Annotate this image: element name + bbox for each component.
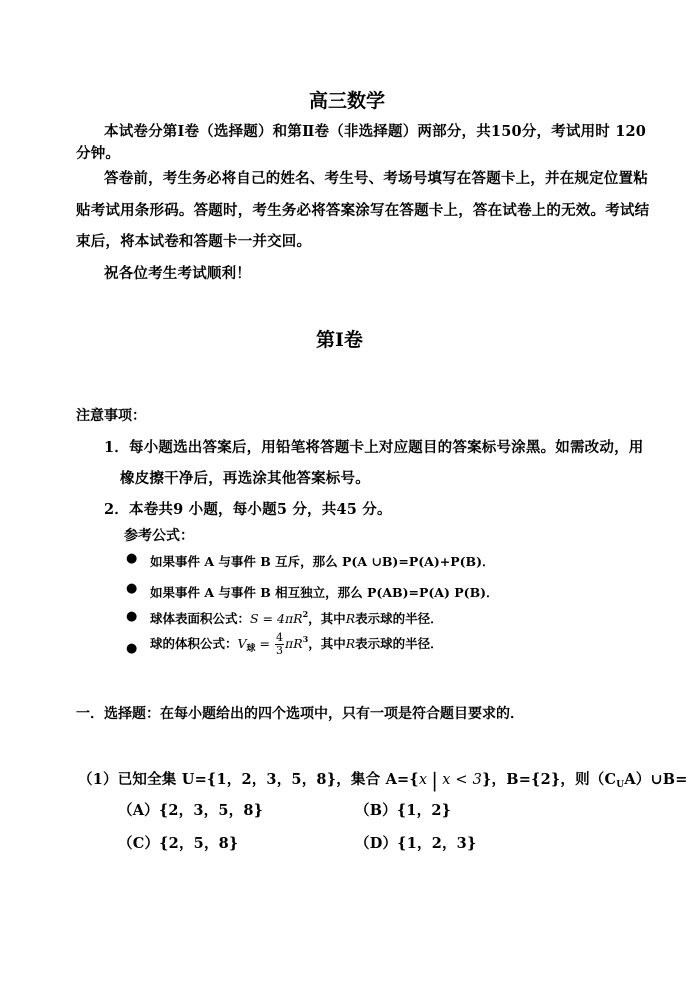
part-title: 第Ⅰ卷 — [316, 329, 363, 351]
section-1-heading: 一．选择题：在每小题给出的四个选项中，只有一项是符合题目要求的． — [76, 706, 524, 722]
intro-line-2: 分钟。 — [76, 145, 121, 162]
notice-heading: 注意事项： — [76, 408, 146, 424]
bullet-dot-4: ● — [126, 641, 138, 656]
intro-line-4: 贴考试用条形码。答题时，考生务必将答案涂写在答题卡上，答在试卷上的无效。考试结 — [76, 202, 650, 219]
bullet-dot-2: ● — [126, 581, 138, 596]
intro-line-3: 答卷前，考生务必将自己的姓名、考生号、考场号填写在答题卡上，并在规定位置粘 — [104, 170, 648, 187]
question-1-option-d: （D）{1，2，3} — [355, 835, 477, 852]
formula-heading: 参考公式： — [124, 528, 194, 544]
notice-item-1-line-2: 橡皮擦干净后，再选涂其他答案标号。 — [120, 470, 370, 487]
intro-line-6: 祝各位考生考试顺利！ — [104, 265, 251, 282]
bullet-dot-1: ● — [126, 551, 138, 566]
formula-independent: 如果事件 A 与事件 B 相互独立，那么 P(AB)=P(A) P(B)． — [150, 585, 499, 600]
notice-item-1-line-1: 1．每小题选出答案后，用铅笔将答题卡上对应题目的答案标号涂黑。如需改动，用 — [104, 439, 644, 456]
intro-line-1: 本试卷分第Ⅰ卷（选择题）和第Ⅱ卷（非选择题）两部分，共150分，考试用时 120 — [104, 123, 647, 140]
intro-line-5: 束后，将本试卷和答题卡一并交回。 — [76, 233, 312, 250]
page-title: 高三数学 — [309, 90, 386, 112]
question-1-option-c: （C）{2，5，8} — [118, 835, 239, 852]
formula-mutually-exclusive: 如果事件 A 与事件 B 互斥，那么 P(A ∪B)=P(A)+P(B)． — [150, 554, 495, 569]
question-1-option-a: （A）{2，3，5，8} — [118, 802, 264, 819]
formula-sphere-volume: 球的体积公式：$V_球$ = $\frac{4}{3}$ $\pi R^3$，其中R表示球的半径． — [150, 631, 443, 657]
formula-sphere-surface: 球体表面积公式：$S = 4\pi R^2$，其中R表示球的半径． — [150, 609, 443, 626]
question-1-option-b: （B）{1，2} — [355, 802, 452, 819]
notice-item-2: 2．本卷共9 小题，每小题5 分，共45 分。 — [104, 501, 392, 518]
fraction-four-thirds: $\frac{4}{3}$ — [275, 631, 283, 657]
question-1-stem: （1）已知全集 U={1，2，3，5，8}，集合 A={x | x < 3}，B={2}，则$(C_UA)\cup B=$ — [78, 768, 688, 792]
bullet-dot-3: ● — [126, 609, 138, 624]
